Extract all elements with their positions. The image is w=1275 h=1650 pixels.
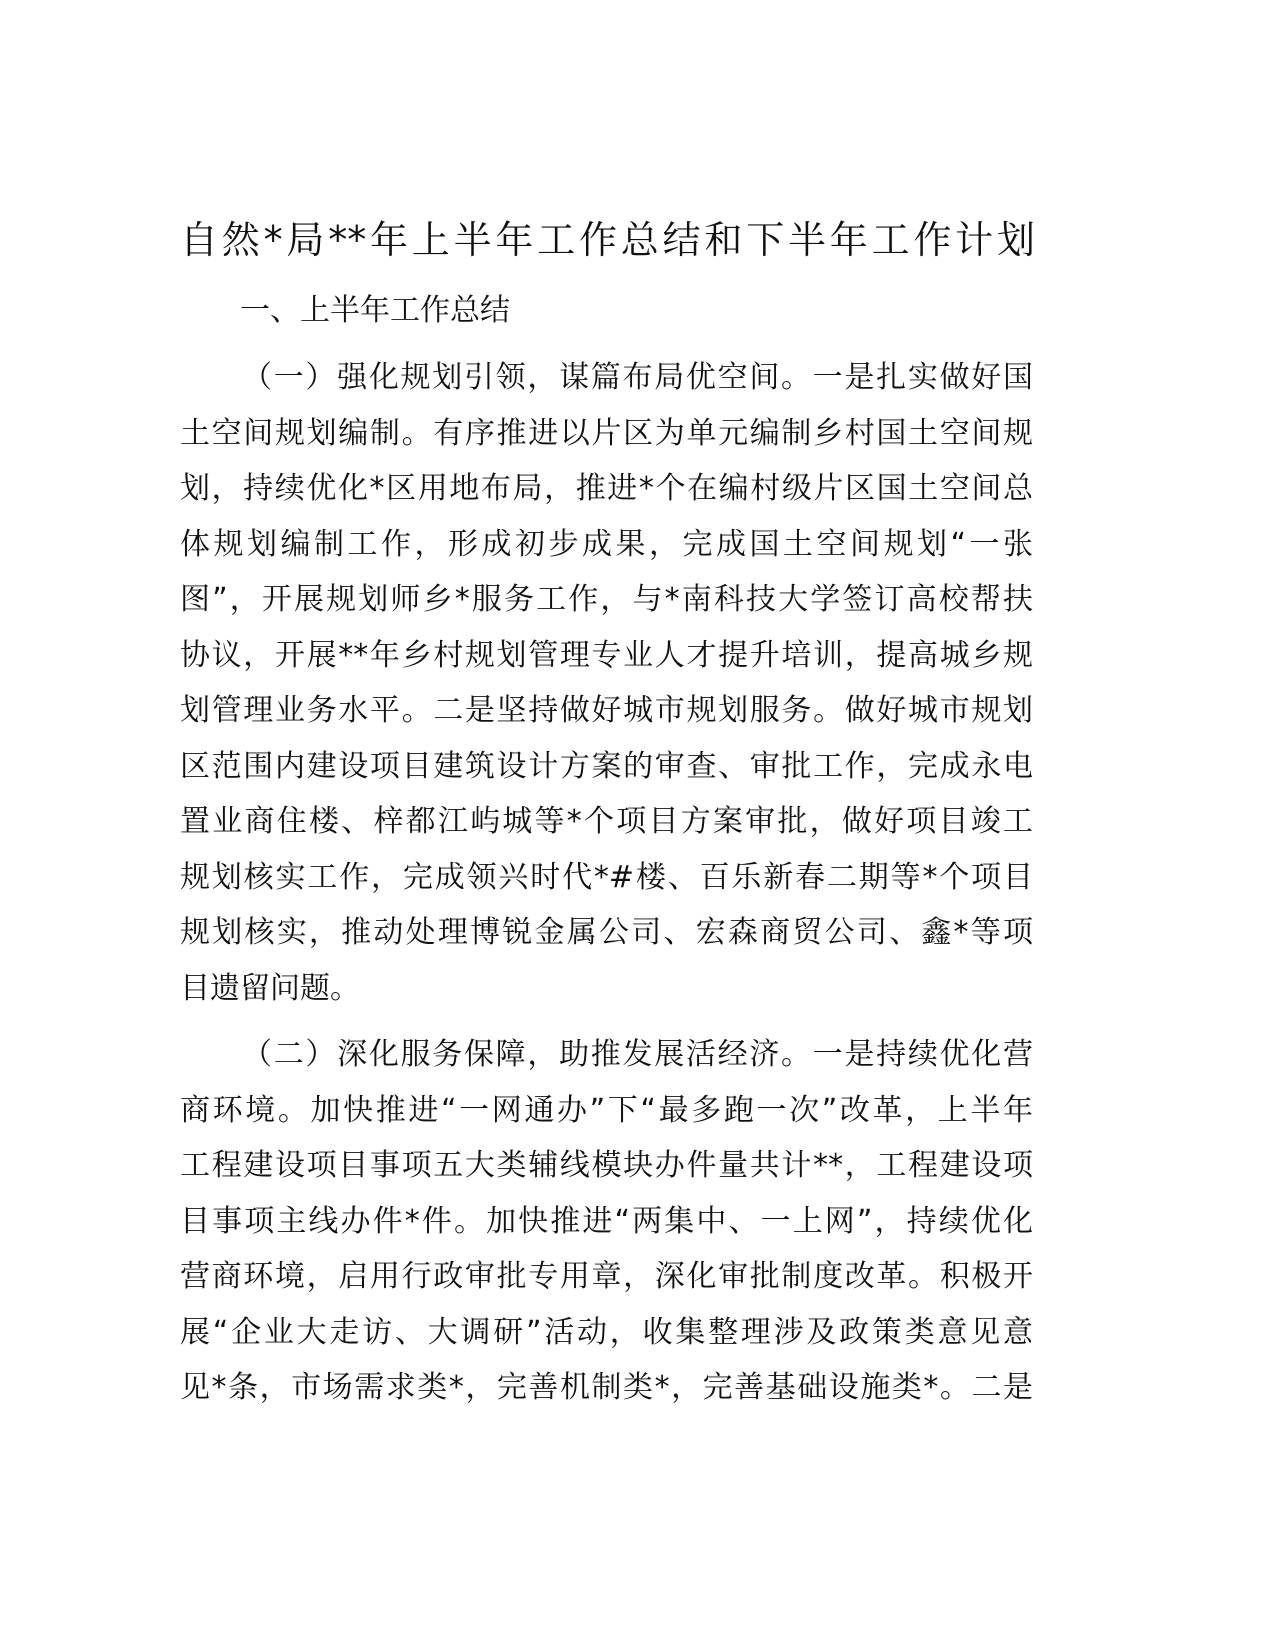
text-line: 商环境。加快推进“一网通办”下“最多跑一次”改革，上半年 (180, 1092, 1033, 1128)
paragraph-services (180, 1027, 1033, 1416)
text-line: 营商环境，启用行政审批专用章，深化审批制度改革。积极开 (180, 1259, 1033, 1294)
text-line: 目遗留问题。 (180, 970, 360, 1006)
document-title: 自然*局**年上半年工作总结和下半年工作计划 (180, 218, 1035, 262)
text-line: （二）深化服务保障，助推发展活经济。一是持续优化营 (242, 1037, 1033, 1072)
text-line: 区范围内建设项目建筑设计方案的审查、审批工作，完成永电 (180, 748, 1033, 784)
section-heading: 一、上半年工作总结 (240, 293, 510, 328)
text-line: 划管理业务水平。二是坚持做好城市规划服务。做好城市规划 (180, 693, 1033, 728)
text-line: 置业商住楼、梓都江屿城等*个项目方案审批，做好项目竣工 (180, 804, 1033, 839)
text-line: 体规划编制工作，形成初步成果，完成国土空间规划“一张 (180, 526, 1033, 562)
text-line: 展“企业大走访、大调研”活动，收集整理涉及政策类意见意 (180, 1314, 1033, 1350)
text-line: 见*条，市场需求类*，完善机制类*，完善基础设施类*。二是 (180, 1370, 1033, 1405)
text-line: （一）强化规划引领，谋篇布局优空间。一是扎实做好国 (242, 360, 1033, 395)
paragraph-planning (180, 350, 1033, 1016)
text-line: 土空间规划编制。有序推进以片区为单元编制乡村国土空间规 (180, 415, 1033, 451)
text-line: 协议，开展**年乡村规划管理专业人才提升培训，提高城乡规 (180, 637, 1033, 673)
text-line: 规划核实工作，完成领兴时代*#楼、百乐新春二期等*个项目 (180, 859, 1033, 895)
text-line: 目事项主线办件*件。加快推进“两集中、一上网”，持续优化 (180, 1203, 1033, 1239)
text-line: 图”，开展规划师乡*服务工作，与*南科技大学签订高校帮扶 (180, 582, 1033, 617)
text-line: 划，持续优化*区用地布局，推进*个在编村级片区国土空间总 (180, 471, 1033, 506)
text-line: 工程建设项目事项五大类辅线模块办件量共计**，工程建设项 (180, 1148, 1033, 1183)
text-line: 规划核实，推动处理博锐金属公司、宏森商贸公司、鑫*等项 (180, 915, 1033, 950)
